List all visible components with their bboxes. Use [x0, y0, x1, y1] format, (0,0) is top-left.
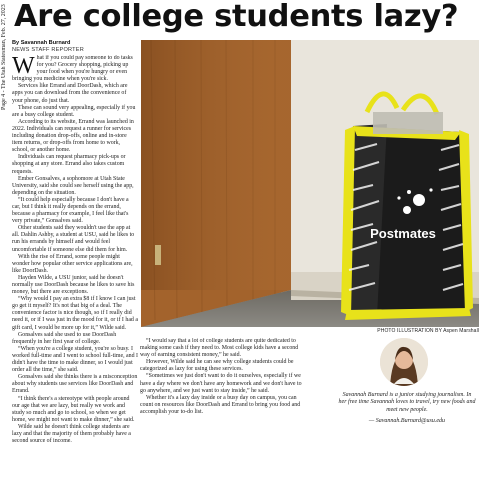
article-column-left — [12, 55, 138, 478]
article-paragraph: Whether it's a lazy day inside or a busy day on campus, you can count on resources like DoorDash and Errand to bring you food and accomplish your to-do list. — [140, 394, 301, 415]
author-email: — Savannah.Burnard@usu.edu — [368, 418, 446, 425]
byline-name: By Savannah Burnard — [12, 40, 71, 46]
photo-credit: PHOTO ILLUSTRATION BY Aspen Marshall — [377, 328, 479, 334]
author-bio-text: Savannah Burnard is a junior studying journalism. In her free time Savannah loves to travel, try new foods and meet new people. — [338, 392, 476, 413]
article-paragraph: “I would say that a lot of college students are quite dedicated to making some cash if they need to. Most college kids have a second way of earning consistent money,” he said. — [140, 338, 299, 359]
article-paragraph: Services like Errand and DoorDash, which are apps you can download from the convenience of your phone, do just that. — [12, 83, 128, 104]
page-folio: Page 4 - The Utah Statesman, Feb. 27, 2023 — [1, 4, 7, 110]
article-paragraph: Wilde said he doesn't think college students are lazy and that the majority of them probably have a second source of income. — [12, 423, 131, 445]
author-portrait — [380, 338, 428, 386]
article-paragraph: Ember Gonsalves, a sophomore at Utah State University, said she could see herself using the app, depending on the situation. — [12, 175, 134, 196]
article-paragraph: Other students said they wouldn't use the app at all. Dahlin Ashby, a student at USU, said he likes to run his errands by himself and would feel uncomfortable if someone else did them for him. — [12, 225, 135, 253]
article-paragraph: Gonsalves said she used to use DoorDash frequently in her first year of college. — [12, 331, 117, 345]
article-paragraph: “Why would I pay an extra $8 if I know I can just go get it myself? It's not that big of a deal. The convenience factor is nice though, so if I really did need it, or if I was just in the mood for it, or if I had a gift card, I would be more up for it,” Wilde said. — [12, 296, 138, 331]
article-paragraph: “It could help especially because I don't have a car, but I think it really depends on the errand, because a pharmacy for example, I feel like that's very private,” Gonsalves said. — [12, 196, 129, 225]
article-paragraph: These can sound very appealing, especially if you are a busy college student. — [12, 104, 136, 118]
article-paragraph: According to its website, Errand was launched in 2022. Individuals can request a runner for services including donation drop-offs, online and in-store item returns, or drop-offs from home to work, school, or another home. — [12, 118, 134, 154]
article-paragraph: With the rise of Errand, some people might wonder how popular other service applications are, like DoorDash. — [12, 253, 133, 274]
article-paragraph: Hayden Wilde, a USU junior, said he doesn't normally use DoorDash because he likes to save his money, but there are exceptions. — [12, 274, 135, 296]
bag-brand-text: Postmates — [370, 226, 436, 241]
delivery-bag-photo-illustration — [141, 40, 479, 327]
article-paragraph: However, Wilde said he can see why college students could be categorized as lazy for using these services. — [140, 359, 294, 373]
author-bio — [338, 392, 476, 426]
article-paragraph — [12, 55, 138, 83]
byline — [12, 40, 137, 54]
article-paragraph: Individuals can request pharmacy pick-ups or shopping at any store. Errand also takes custom requests. — [12, 154, 126, 175]
article-lead-text: hat if you could pay someone to do tasks for you? Grocery shopping, picking up your food when you're hungry or even bringing you medicine when you're sick. — [12, 55, 133, 83]
article-column-middle — [140, 338, 305, 443]
article-paragraph: “I think there's a stereotype with people around our age that we are lazy, but really we work and study so much and go to school, so when we get home, we might not want to make dinner,” she said. — [12, 395, 135, 423]
article-paragraph: “When you're a college student, you're so busy. I worked full-time and I went to school full-time, and I didn't have the time to make dinner, so I would just order all the time,” she said. — [12, 345, 138, 374]
author-headshot — [380, 338, 428, 386]
headline: Are college students lazy? — [14, 0, 459, 34]
article-paragraph: Gonsalves said she thinks there is a misconception about why students use services like DoorDash and Errand. — [12, 374, 138, 395]
byline-role: NEWS STAFF REPORTER — [12, 47, 84, 53]
feature-photo — [141, 40, 479, 327]
drop-cap: W — [12, 55, 35, 79]
article-paragraph: “Sometimes we just don't want to do it ourselves, especially if we have a day where we don't have any homework and we don't have to go anywhere, and we just want to stay inside,” he said. — [140, 373, 302, 394]
